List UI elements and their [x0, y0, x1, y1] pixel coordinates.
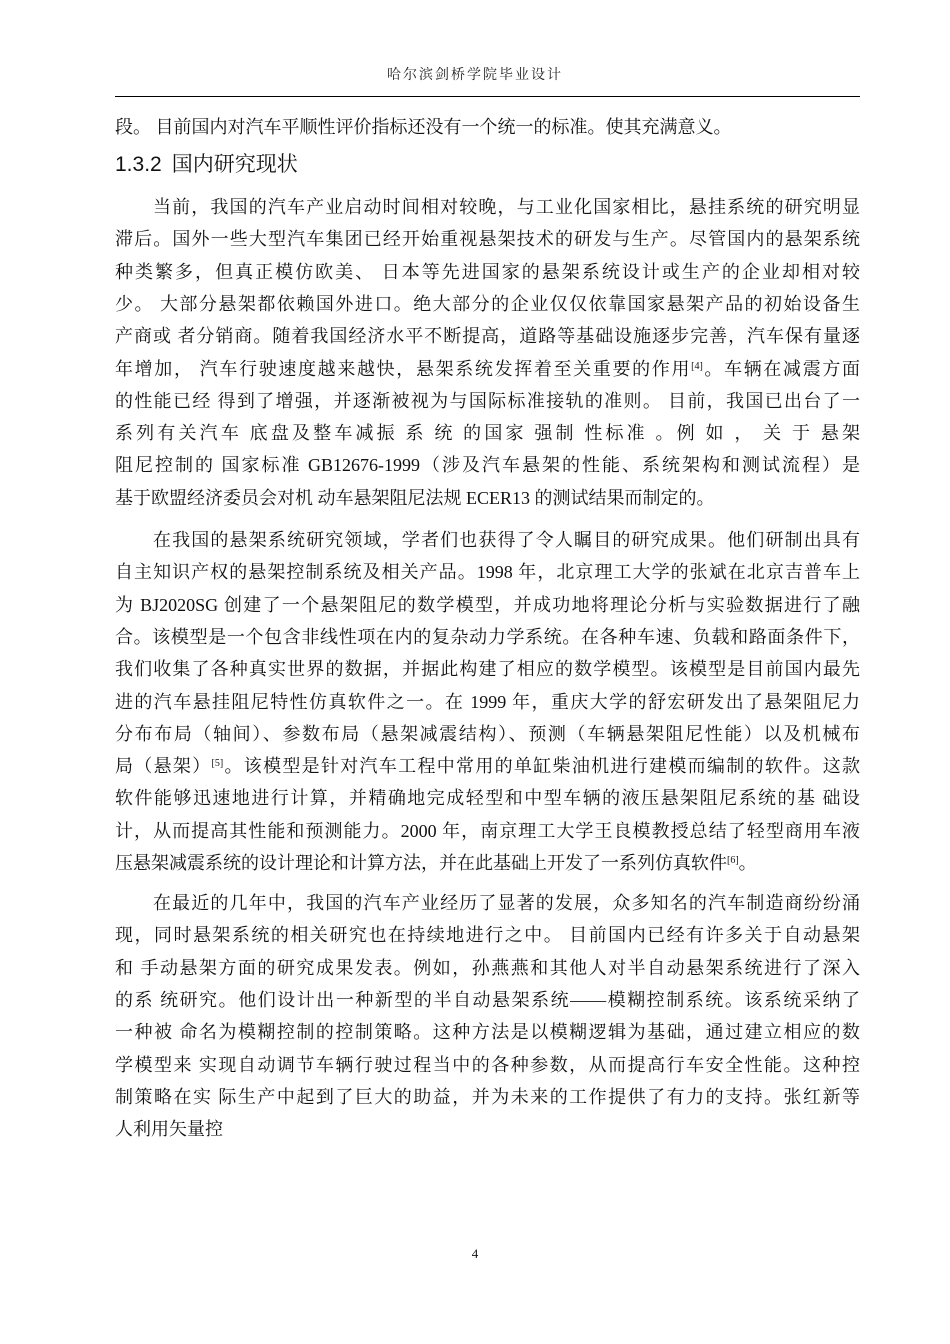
- text-run: 人利用矢量控: [115, 1119, 223, 1140]
- header-rule: [115, 96, 860, 97]
- text-run: 产商或 者分销商。随着我国经济水平不断提高，道路等基础设施逐步完善，汽车保有量逐: [115, 326, 860, 347]
- page-number: 4: [471, 1246, 479, 1261]
- paragraph-line: [115, 754, 860, 778]
- paragraph-line: [115, 292, 860, 316]
- paragraph-line: [115, 324, 860, 348]
- citation-superscript: [4]: [691, 360, 703, 372]
- paragraph-line: [115, 357, 860, 381]
- section-heading: [115, 148, 298, 178]
- paragraph-line: [115, 722, 860, 746]
- paragraph-line: [115, 923, 860, 947]
- paragraph-line: [115, 657, 860, 681]
- text-run: 合。该模型是一个包含非线性项在内的复杂动力学系统。在各种车速、负载和路面条件下，: [115, 626, 860, 647]
- paragraph-line: [115, 786, 860, 810]
- text-run: 分布布局（轴间）、参数布局（悬架减震结构）、预测（车辆悬架阻尼性能）以及机械布: [115, 723, 860, 744]
- text-run: 局（悬架）: [115, 756, 212, 777]
- text-run: 现，同时悬架系统的相关研究也在持续地进行之中。 目前国内已经有许多关于自动悬架: [115, 925, 860, 946]
- text-run: 阻尼控制的 国家标准 GB12676-1999（涉及汽车悬架的性能、系统架构和测试流程）是: [115, 455, 860, 476]
- text-run: 软件能够迅速地进行计算，并精确地完成轻型和中型车辆的液压悬架阻尼系统的基 础设: [115, 788, 860, 809]
- paragraph-line: [115, 115, 860, 139]
- text-run: 为 BJ2020SG 创建了一个悬架阻尼的数学模型，并成功地将理论分析与实验数据进行了融: [115, 594, 860, 615]
- paragraph-line: [153, 891, 860, 915]
- text-run: 段。 目前国内对汽车平顺性评价指标还没有一个统一的标准。使其充满意义。: [115, 117, 732, 137]
- page-header-title: 哈尔滨剑桥学院毕业设计: [387, 67, 563, 83]
- text-run: 我们收集了各种真实世界的数据，并据此构建了相应的数学模型。该模型是目前国内最先: [115, 659, 860, 680]
- text-run: 一种被 命名为模糊控制的控制策略。这种方法是以模糊逻辑为基础，通过建立相应的数: [115, 1022, 860, 1043]
- paragraph-line: [115, 988, 860, 1012]
- paragraph-line: [115, 389, 860, 413]
- paragraph-line: [115, 1085, 860, 1109]
- paragraph-line: [115, 593, 860, 617]
- paragraph-line: [115, 690, 860, 714]
- paragraph-line: [115, 625, 860, 649]
- paragraph-line: [115, 453, 860, 477]
- text-run: 的性能已经 得到了增强，并逐渐被视为与国际标准接轨的准则。 目前，我国已出台了一: [115, 390, 860, 411]
- text-run: 。: [738, 853, 757, 873]
- text-run: 的系 统研究。他们设计出一种新型的半自动悬架系统——模糊控制系统。该系统采纳了: [115, 989, 860, 1010]
- text-run: 滞后。国外一些大型汽车集团已经开始重视悬架技术的研发与生产。尽管国内的悬架系统: [115, 229, 860, 250]
- text-run: 在最近的几年中，我国的汽车产业经历了显著的发展，众多知名的汽车制造商纷纷涌: [153, 893, 860, 913]
- paragraph-line: [115, 1020, 860, 1044]
- text-run: 和 手动悬架方面的研究成果发表。例如，孙燕燕和其他人对半自动悬架系统进行了深入: [115, 957, 860, 978]
- text-run: 进的汽车悬挂阻尼特性仿真软件之一。在 1999 年，重庆大学的舒宏研发出了悬架阻尼力: [115, 691, 860, 712]
- text-run: 在我国的悬架系统研究领域，学者们也获得了令人瞩目的研究成果。他们研制出具有: [153, 530, 860, 550]
- paragraph-line: [115, 819, 860, 843]
- paragraph-line: [115, 260, 860, 284]
- paragraph-line: [115, 851, 860, 875]
- section-title: 国内研究现状: [171, 152, 298, 176]
- paragraph-line: [115, 421, 860, 445]
- paragraph-line: [115, 560, 860, 584]
- text-run: 当前，我国的汽车产业启动时间相对较晚，与工业化国家相比，悬挂系统的研究明显: [153, 197, 860, 217]
- text-run: 自主知识产权的悬架控制系统及相关产品。1998 年，北京理工大学的张斌在北京吉普车上: [115, 562, 860, 583]
- section-number: 1.3.2: [115, 153, 162, 176]
- text-run: 少。 大部分悬架都依赖国外进口。绝大部分的企业仅仅依靠国家悬架产品的初始设备生: [115, 293, 860, 314]
- paragraph-line: [115, 956, 860, 980]
- paragraph-line: [115, 227, 860, 251]
- text-run: 系列有关汽车 底盘及整车减振 系 统 的国家 强制 性标准 。例 如 ， 关 于 悬架: [115, 423, 860, 444]
- paragraph-line: [115, 1053, 860, 1077]
- citation-superscript: [6]: [727, 855, 739, 866]
- text-run: 基于欧盟经济委员会对机 动车悬架阻尼法规 ECER13 的测试结果而制定的。: [115, 487, 715, 508]
- text-run: 。该模型是针对汽车工程中常用的单缸柴油机进行建模而编制的软件。这款: [223, 756, 861, 777]
- text-run: 种类繁多，但真正模仿欧美、 日本等先进国家的悬架系统设计或生产的企业却相对较: [115, 261, 860, 282]
- text-run: 。车辆在减震方面: [702, 358, 861, 379]
- text-run: 年增加， 汽车行驶速度越来越快，悬架系统发挥着至关重要的作用: [115, 358, 692, 379]
- paragraph-line: [153, 528, 860, 552]
- text-run: 制策略在实 际生产中起到了巨大的助益，并为未来的工作提供了有力的支持。张红新等: [115, 1086, 860, 1107]
- text-run: 学模型来 实现自动调节车辆行驶过程当中的各种参数，从而提高行车安全性能。这种控: [115, 1054, 860, 1075]
- text-run: 压悬架减震系统的设计理论和计算方法，并在此基础上开发了一系列仿真软件: [115, 853, 727, 873]
- citation-superscript: [5]: [211, 758, 224, 770]
- paragraph-line: [115, 486, 860, 510]
- paragraph-line: [153, 195, 860, 219]
- paragraph-line: [115, 1117, 860, 1141]
- text-run: 计，从而提高其性能和预测能力。2000 年，南京理工大学王良模教授总结了轻型商用车液: [115, 820, 860, 841]
